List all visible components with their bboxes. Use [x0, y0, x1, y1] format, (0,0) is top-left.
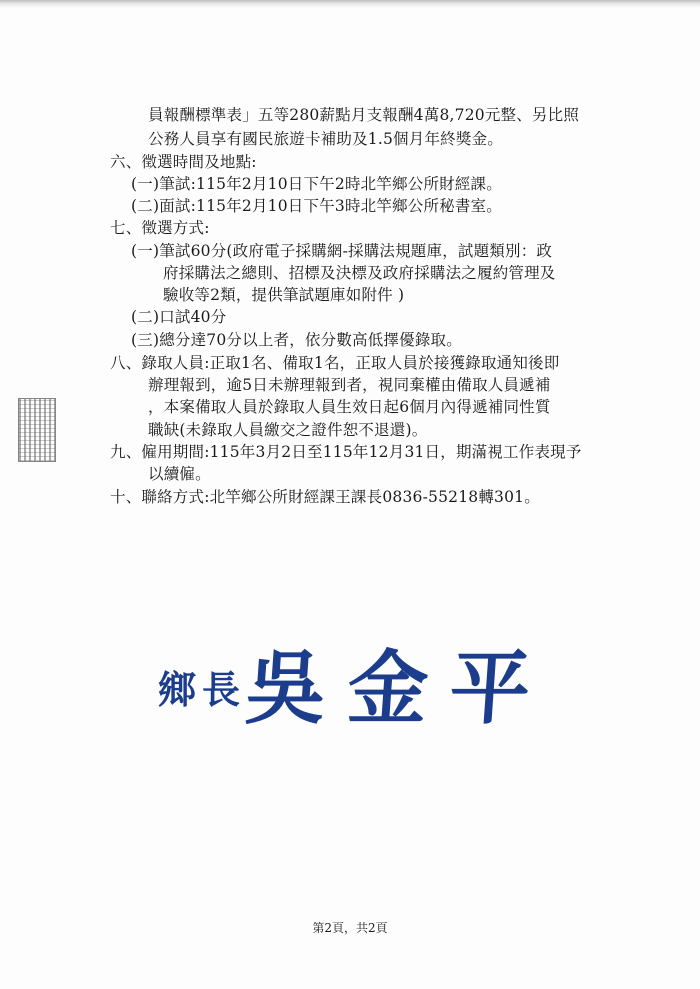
page-number: 第2頁，共2頁 — [312, 921, 388, 935]
body-line: (二)口試40分 — [131, 308, 227, 326]
body-line: (一)筆試:115年2月10日下午2時北竿鄉公所財經課。 — [131, 175, 502, 193]
section-heading: 七、徵選方式: — [110, 219, 210, 237]
body-line: ，本案備取人員於錄取人員生效日起6個月內得遞補同性質 — [148, 398, 551, 416]
body-line: 職缺(未錄取人員繳交之證件恕不退還)。 — [148, 421, 428, 439]
body-line: (三)總分達70分以上者，依分數高低擇優錄取。 — [131, 331, 462, 349]
body-line: 府採購法之總則、招標及決標及政府採購法之履約管理及 — [163, 264, 556, 282]
body-line: (二)面試:115年2月10日下午3時北竿鄉公所秘書室。 — [131, 197, 502, 215]
body-line: 公務人員享有國民旅遊卡補助及1.5個月年終獎金。 — [148, 130, 503, 148]
section-heading: 十、聯絡方式:北竿鄉公所財經課王課長0836-55218轉301。 — [110, 488, 540, 506]
section-heading: 九、僱用期間:115年3月2日至115年12月31日，期滿視工作表現予 — [110, 443, 582, 461]
binding-stamp — [18, 398, 56, 462]
body-line: 辦理報到，逾5日未辦理報到者，視同棄權由備取人員遞補 — [148, 376, 551, 394]
scan-top-edge — [0, 0, 700, 8]
body-line: 員報酬標準表」五等280薪點月支報酬4萬8,720元整、另比照 — [148, 106, 580, 124]
body-line: 以續僱。 — [148, 465, 211, 483]
section-heading: 六、徵選時間及地點: — [110, 153, 257, 171]
body-line: 驗收等2類，提供筆試題庫如附件 ) — [163, 286, 405, 304]
section-heading: 八、錄取人員:正取1名、備取1名，正取人員於接獲錄取通知後即 — [110, 354, 560, 372]
signature-title: 鄉長 — [158, 667, 247, 712]
signature-name: 吳金平 — [242, 641, 556, 735]
body-line: (一)筆試60分(政府電子採購網-採購法規題庫，試題類別：政 — [131, 242, 553, 260]
